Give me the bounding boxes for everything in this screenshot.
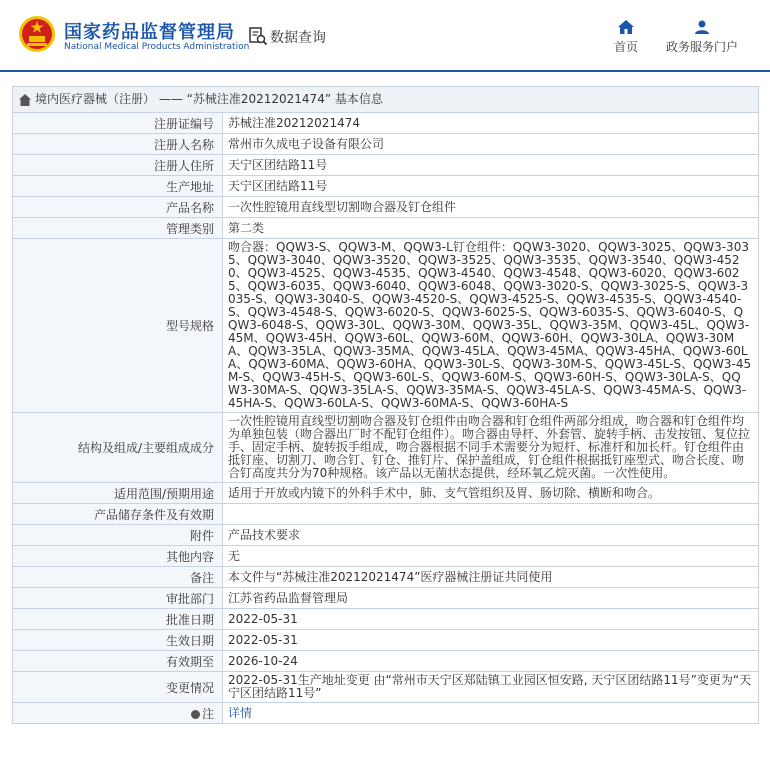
row-label: 产品名称 xyxy=(13,197,223,218)
row-label: 变更情况 xyxy=(13,672,223,703)
row-label: 注册证编号 xyxy=(13,113,223,134)
row-value: 第二类 xyxy=(223,218,759,239)
row-label: 审批部门 xyxy=(13,588,223,609)
table-row xyxy=(13,176,759,197)
row-value: 苏械注准20212021474 xyxy=(223,113,759,134)
row-value: 一次性腔镜用直线型切割吻合器及钉仓组件由吻合器和钉仓组件两部分组成，吻合器和钉仓组件均为单独包装（吻合器出厂时不配钉仓组件）。吻合器由导杆、外套管、旋转手柄、击发按钮、复位拉手、固定手柄、旋转扳手组成，吻合器根据不同手术需要分为短杆、标准杆和加长杆。钉仓组件由抵钉座、切割刀、吻合钉、钉仓、推钉片、保护盖组成，钉仓组件根据抵钉座型式、吻合长度、吻合钉高度共分为70种规格。该产品以无菌状态提供，经环氧乙烷灭菌。一次性使用。 xyxy=(223,413,759,483)
row-value: 无 xyxy=(223,546,759,567)
note-label: 注 xyxy=(201,706,214,721)
row-value: 天宁区团结路11号 xyxy=(223,176,759,197)
home-icon xyxy=(618,20,634,34)
table-row xyxy=(13,239,759,413)
row-value: 2026-10-24 xyxy=(223,651,759,672)
nav-portal-label: 政务服务门户 xyxy=(665,40,738,54)
table-row xyxy=(13,155,759,176)
row-value: 本文件与“苏械注准20212021474”医疗器械注册证共同使用 xyxy=(223,567,759,588)
details-link[interactable]: 详情 xyxy=(228,705,253,720)
row-value: 2022-05-31 xyxy=(223,630,759,651)
site-header xyxy=(0,0,770,72)
table-row xyxy=(13,525,759,546)
table-row xyxy=(13,609,759,630)
row-value: 常州市久成电子设备有限公司 xyxy=(223,134,759,155)
table-row xyxy=(13,588,759,609)
table-row xyxy=(13,413,759,483)
row-label: 管理类别 xyxy=(13,218,223,239)
registration-info-table xyxy=(12,112,759,724)
row-label: 注册人住所 xyxy=(13,155,223,176)
table-row xyxy=(13,218,759,239)
row-value xyxy=(223,504,759,525)
nav-home[interactable] xyxy=(612,20,640,55)
row-value: 天宁区团结路11号 xyxy=(223,155,759,176)
nav-home-label: 首页 xyxy=(613,40,638,54)
nav-service-portal[interactable] xyxy=(664,20,740,55)
breadcrumb xyxy=(12,86,759,112)
row-label: 有效期至 xyxy=(13,651,223,672)
row-value: 吻合器：QQW3-S、QQW3-M、QQW3-L钉仓组件：QQW3-3020、QQW3-3025、QQW3-3035、QQW3-3040、QQW3-3520、QQW3-3525、QQW3-3535、QQW3-3540、QQW3-4520、QQW3-4525、QQW3-4535、QQW3-4540、QQW3-4548、QQW3-6020、QQW3-6025、QQW3-6035、QQW3-6040、QQW3-6048、QQW3-3020-S、QQW3-3025-S、QQW3-3035-S、QQW3-3040-S、QQW3-4520-S、QQW3-4525-S、QQW3-4535-S、QQW3-4540-S、QQW3-4548-S、QQW3-6020-S、QQW3-6025-S、QQW3-6035-S、QQW3-6040-S、QQW3-6048-S、QQW3-30L、QQW3-30M、QQW3-35L、QQW3-35M、QQW3-45L、QQW3-45M、QQW3-45H、QQW3-60L、QQW3-60M、QQW3-60H、QQW3-30LA、QQW3-30MA、QQW3-35LA、QQW3-35MA、QQW3-45LA、QQW3-45MA、QQW3-45HA、QQW3-60LA、QQW3-60MA、QQW3-60HA、QQW3-30L-S、QQW3-30M-S、QQW3-45L-S、QQW3-45M-S、QQW3-45H-S、QQW3-60L-S、QQW3-60M-S、QQW3-60H-S、QQW3-30LA-S、QQW3-30MA-S、QQW3-35LA-S、QQW3-35MA-S、QQW3-45LA-S、QQW3-45MA-S、QQW3-45HA-S、QQW3-60LA-S、QQW3-60MA-S、QQW3-60HA-S xyxy=(223,239,759,413)
table-row xyxy=(13,113,759,134)
row-value xyxy=(223,703,759,724)
row-label-note xyxy=(13,703,223,724)
row-value: 江苏省药品监督管理局 xyxy=(223,588,759,609)
row-label: 产品储存条件及有效期 xyxy=(13,504,223,525)
note-icon xyxy=(191,710,200,719)
table-row xyxy=(13,651,759,672)
table-row xyxy=(13,483,759,504)
row-value: 产品技术要求 xyxy=(223,525,759,546)
page-section-title: 数据查询 xyxy=(270,30,326,46)
table-row xyxy=(13,567,759,588)
row-label: 备注 xyxy=(13,567,223,588)
table-row xyxy=(13,546,759,567)
table-row xyxy=(13,504,759,525)
table-row xyxy=(13,672,759,703)
table-row xyxy=(13,197,759,218)
brand-title[interactable]: 国家药品监督管理局 xyxy=(64,22,235,43)
row-value: 适用于开放或内镜下的外科手术中，肺、支气管组织及胃、肠切除、横断和吻合。 xyxy=(223,483,759,504)
table-row xyxy=(13,630,759,651)
row-value: 一次性腔镜用直线型切割吻合器及钉仓组件 xyxy=(223,197,759,218)
row-label: 结构及组成/主要组成成分 xyxy=(13,413,223,483)
row-value: 2022-05-31 xyxy=(223,609,759,630)
table-row xyxy=(13,134,759,155)
row-label: 生产地址 xyxy=(13,176,223,197)
row-label: 批准日期 xyxy=(13,609,223,630)
row-label: 附件 xyxy=(13,525,223,546)
user-icon xyxy=(694,20,710,34)
document-search-icon xyxy=(248,26,268,46)
row-label: 其他内容 xyxy=(13,546,223,567)
row-label: 注册人名称 xyxy=(13,134,223,155)
row-label: 适用范围/预期用途 xyxy=(13,483,223,504)
table-row xyxy=(13,703,759,724)
row-label: 型号规格 xyxy=(13,239,223,413)
row-label: 生效日期 xyxy=(13,630,223,651)
brand-subtitle: National Medical Products Administration xyxy=(64,42,250,52)
breadcrumb-text: 境内医疗器械（注册） —— “苏械注准20212021474” 基本信息 xyxy=(35,92,383,106)
row-value: 2022-05-31生产地址变更 由“常州市天宁区郑陆镇工业园区恒安路, 天宁区团结路11号”变更为“天宁区团结路11号” xyxy=(223,672,759,703)
national-emblem-icon[interactable] xyxy=(18,14,56,54)
breadcrumb-home-icon xyxy=(19,94,31,106)
